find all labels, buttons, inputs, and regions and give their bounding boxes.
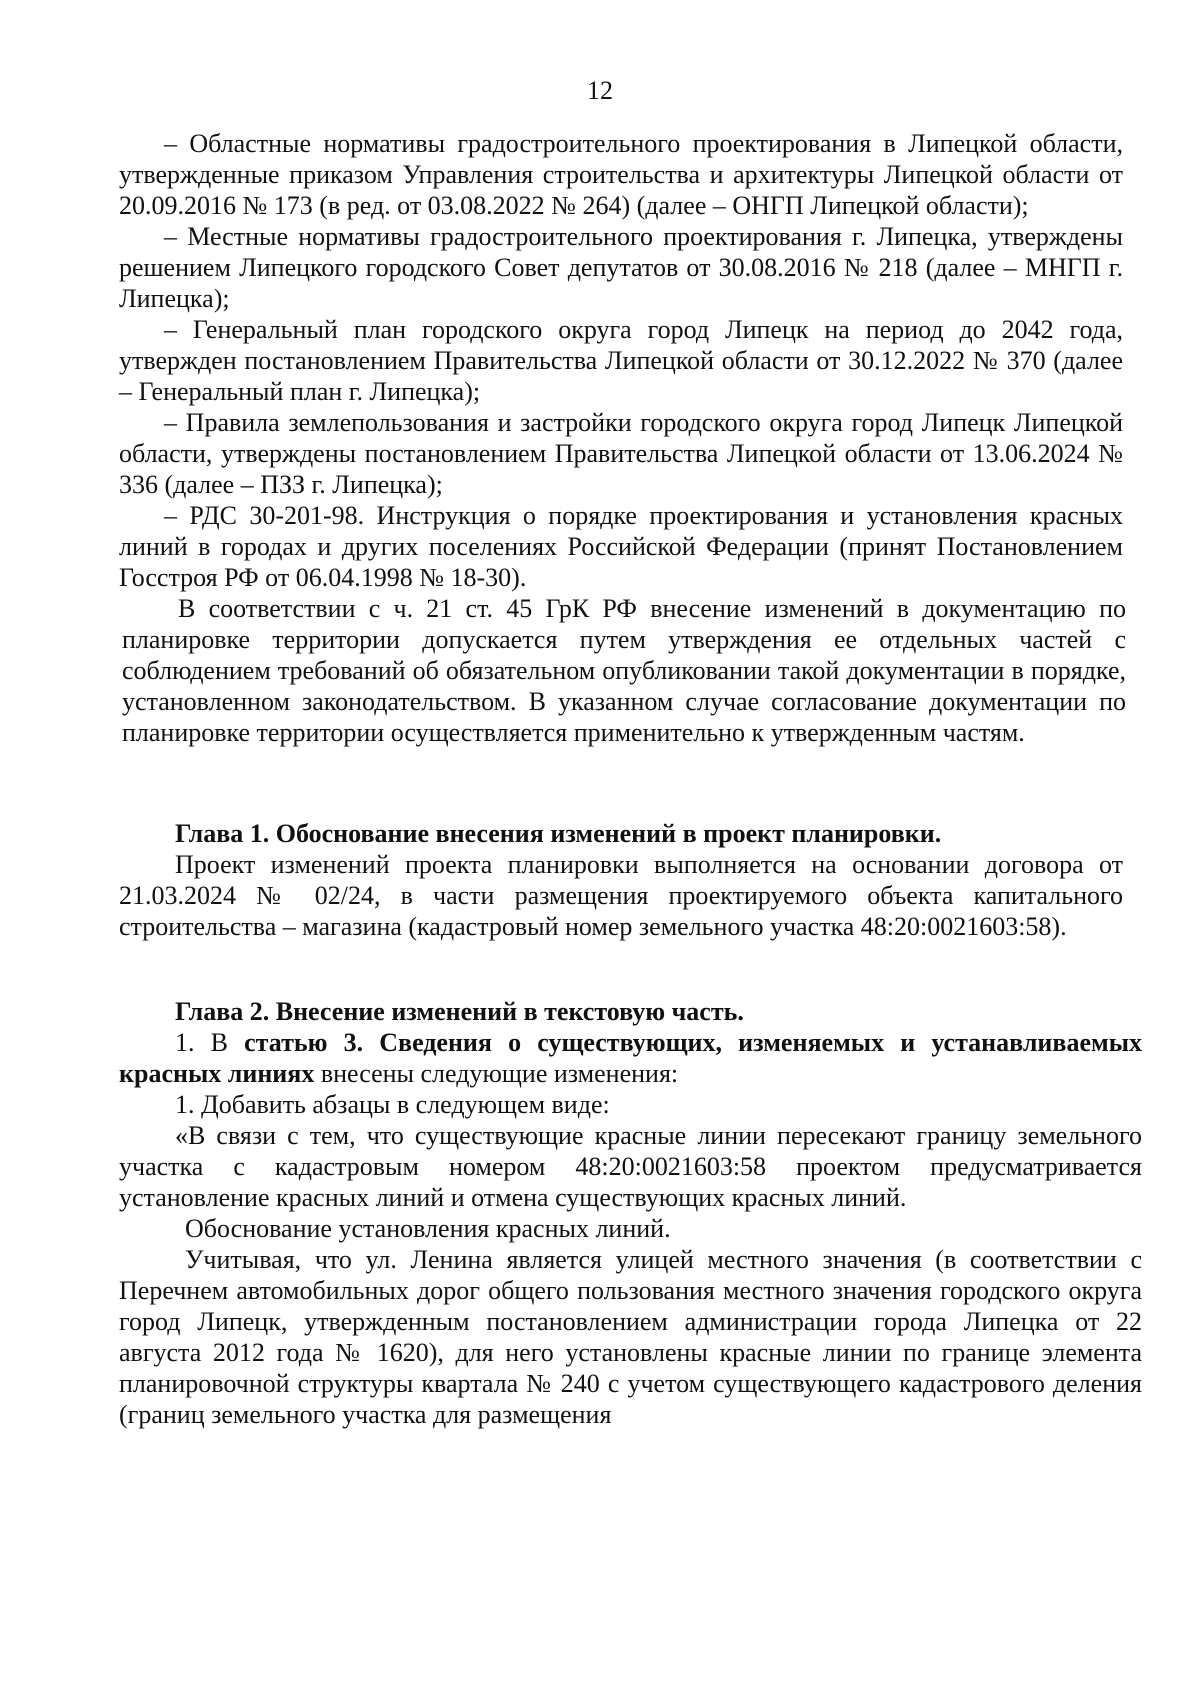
chapter-1-paragraph: Проект изменений проекта планировки выполняется на основании договора от 21.03.2024 № 02/24, в части размещения проектируемого объекта капитального строительства – магазина (кадастровый номер земельного участка 48:20:0021603:58).: [119, 850, 1123, 941]
chapter-1-heading: Глава 1. Обоснование внесения изменений в проект планировки.: [175, 819, 942, 848]
item-1-prefix: 1. В: [175, 1028, 245, 1057]
chapter-2-last-paragraph: Учитывая, что ул. Ленина является улицей местного значения (в соответствии с Перечнем автомобильных дорог общего пользования местного значения городского округа город Липецк, утвержденным постановлением администрации города Липецка от 22 августа 2012 года № 1620), для него установлены красные линии по границе элемента планировочной структуры квартала № 240 с учетом существующего кадастрового деления (границ земельного участка для размещения: [119, 1245, 1142, 1429]
normative-list: [119, 128, 1123, 593]
list-item: – Областные нормативы градостроительного проектирования в Липецкой области, утвержденные приказом Управления строительства и архитектуры Липецкой области от 20.09.2016 № 173 (в ред. от 03.08.2022 № 264) (далее – ОНГП Липецкой области);: [119, 129, 1123, 220]
intro-paragraph: В соответствии с ч. 21 ст. 45 ГрК РФ внесение изменений в документацию по планировке территории допускается путем утверждения ее отдельных частей с соблюдением требований об обязательном опубликовании такой документации в порядке, установленном законодательством. В указанном случае согласование документации по планировке территории осуществляется применительно к утвержденным частям.: [122, 594, 1126, 747]
item-1-bold: статью 3. Сведения о существующих, изменяемых и устанавливаемых красных линиях: [119, 1028, 1142, 1088]
chapter-1: [119, 818, 1123, 942]
list-item: – Генеральный план городского округа город Липецк на период до 2042 года, утвержден постановлением Правительства Липецкой области от 30.12.2022 № 370 (далее – Генеральный план г. Липецка);: [119, 315, 1123, 406]
chapter-2: [119, 996, 1142, 1430]
page-number: 12: [587, 76, 613, 105]
list-item: – Правила землепользования и застройки городского округа город Липецк Липецкой области, утверждены постановлением Правительства Липецкой области от 13.06.2024 № 336 (далее – ПЗЗ г. Липецка);: [119, 408, 1123, 499]
chapter-2-heading: Глава 2. Внесение изменений в текстовую часть.: [175, 997, 744, 1026]
chapter-2-item-1: [119, 1027, 1142, 1089]
chapter-2-subheading: Обоснование установления красных линий.: [185, 1214, 671, 1243]
list-item: – Местные нормативы градостроительного проектирования г. Липецка, утверждены решением Липецкого городского Совет депутатов от 30.08.2016 № 218 (далее – МНГП г. Липецка);: [119, 222, 1123, 313]
list-item: – РДС 30-201-98. Инструкция о порядке проектирования и установления красных линий в городах и других поселениях Российской Федерации (принят Постановлением Госстроя РФ от 06.04.1998 № 18-30).: [119, 501, 1123, 592]
intro-section: [122, 593, 1126, 748]
chapter-2-quote: «В связи с тем, что существующие красные линии пересекают границу земельного участка с кадастровым номером 48:20:0021603:58 проектом предусматривается установление красных линий и отмена существующих красных линий.: [119, 1121, 1142, 1212]
item-1-suffix: внесены следующие изменения:: [314, 1059, 679, 1088]
chapter-2-subitem: 1. Добавить абзацы в следующем виде:: [175, 1090, 610, 1119]
